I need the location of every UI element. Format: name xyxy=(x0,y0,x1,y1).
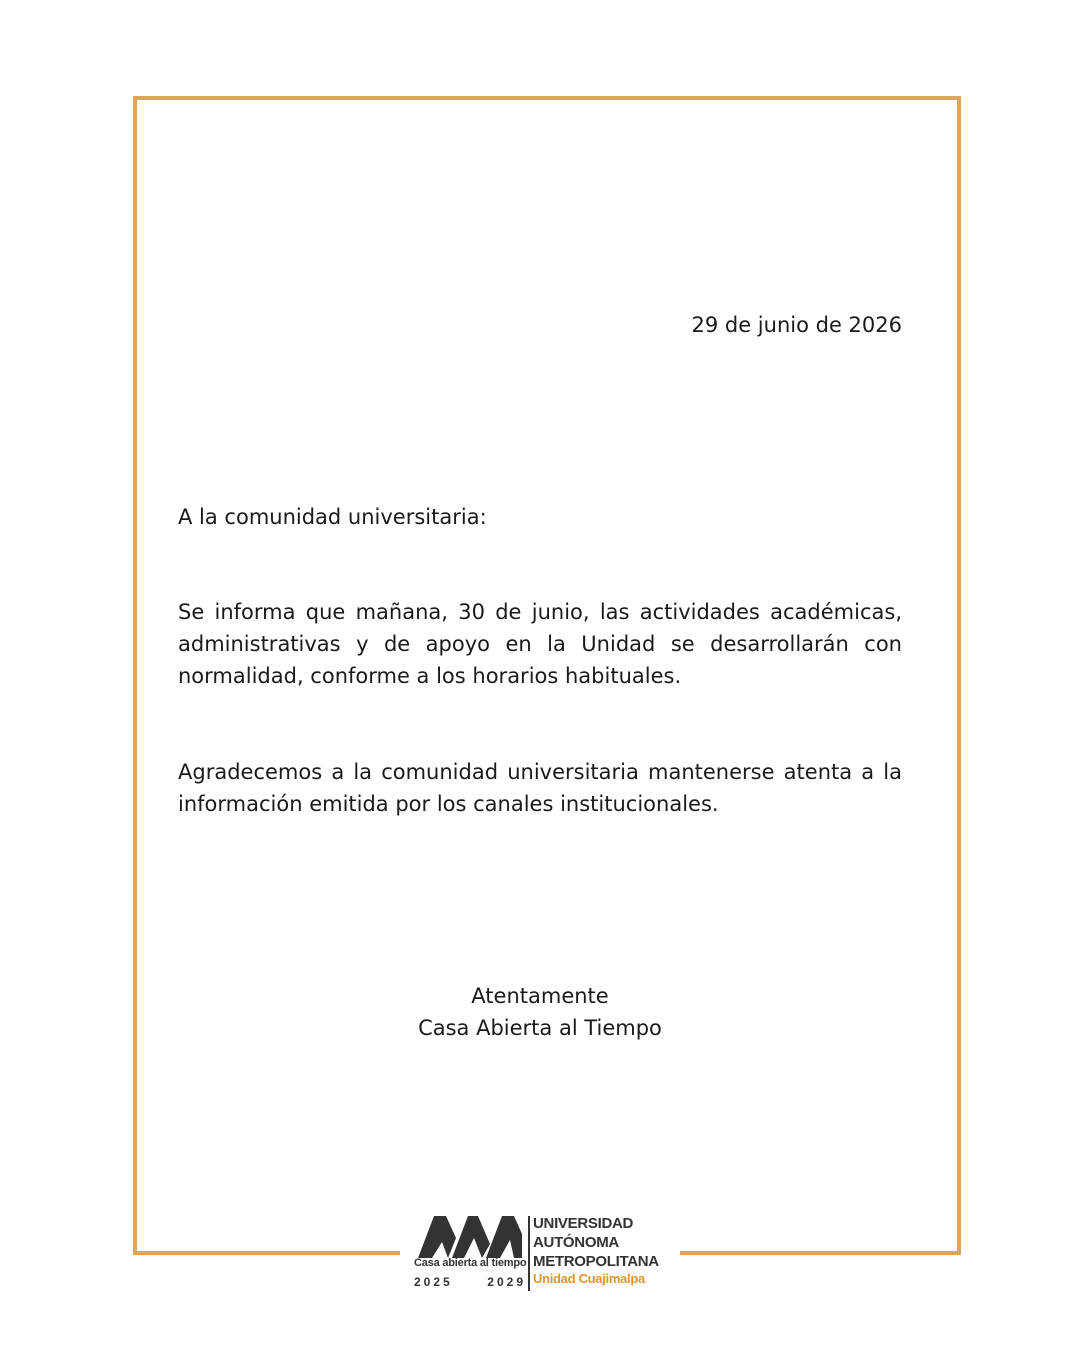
logo-divider xyxy=(528,1216,530,1291)
letter-date: 29 de junio de 2026 xyxy=(691,313,902,337)
logo-name-line: METROPOLITANA xyxy=(533,1253,659,1270)
logo-name-line: UNIVERSIDAD xyxy=(533,1215,634,1232)
logo-years xyxy=(414,1275,526,1289)
letter-closing xyxy=(178,980,902,1044)
logo-name-line: AUTÓNOMA xyxy=(533,1234,619,1251)
logo-year-start: 2025 xyxy=(414,1275,453,1289)
closing-line: Casa Abierta al Tiempo xyxy=(418,1016,662,1040)
closing-line: Atentamente xyxy=(471,984,609,1008)
letter-paragraph: Se informa que mañana, 30 de junio, las actividades académicas, administrativas y de apoyo en la Unidad se desarrollarán con normalidad, conforme a los horarios habituales. xyxy=(178,600,902,688)
letter-paragraph: Agradecemos a la comunidad universitaria mantenerse atenta a la información emitida por los canales institucionales. xyxy=(178,760,902,816)
logo-university-name xyxy=(533,1214,659,1287)
letter-greeting: A la comunidad universitaria: xyxy=(178,505,487,529)
logo-unit-name: Unidad Cuajimalpa xyxy=(533,1271,645,1286)
uam-logo-mark-icon xyxy=(418,1216,522,1258)
logo-motto: Casa abierta al tiempo xyxy=(414,1257,527,1269)
logo-year-end: 2029 xyxy=(487,1275,526,1289)
